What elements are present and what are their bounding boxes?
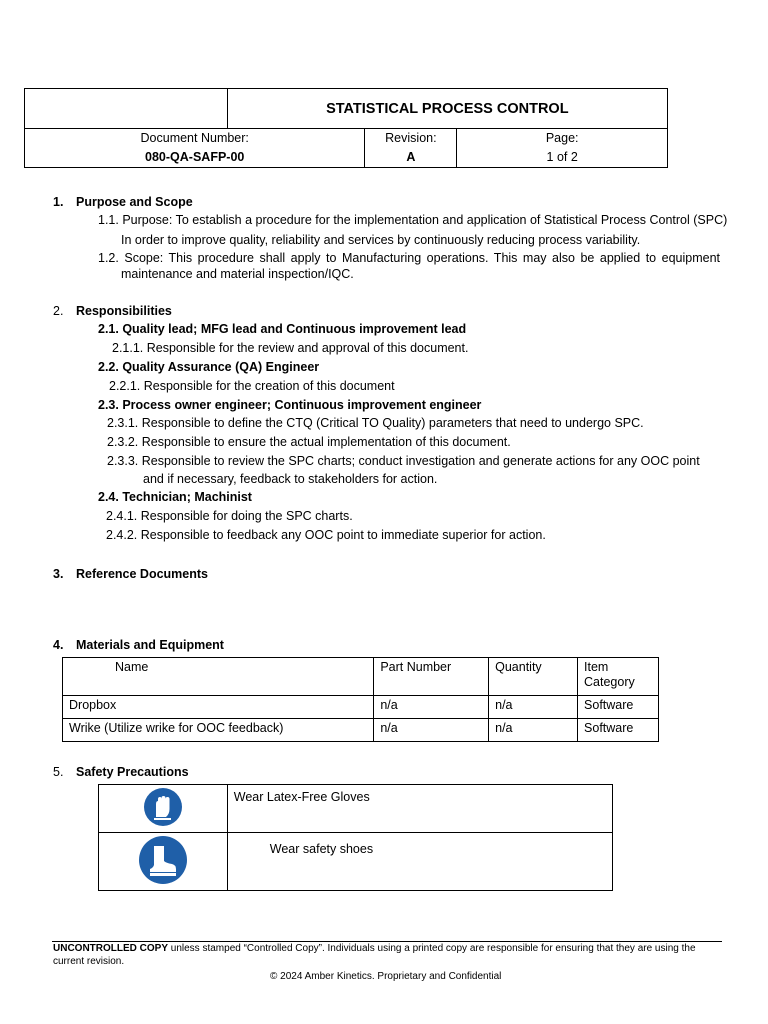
doc-number-cell xyxy=(25,129,365,168)
section-3-number: 3. xyxy=(53,567,64,581)
resp-2-2-heading: 2.2. Quality Assurance (QA) Engineer xyxy=(98,360,320,374)
safety-text-gloves: Wear Latex-Free Gloves xyxy=(227,785,612,833)
materials-header-name: Name xyxy=(63,658,374,696)
section-2-number: 2. xyxy=(53,304,64,318)
resp-2-3-heading: 2.3. Process owner engineer; Continuous improvement engineer xyxy=(98,398,482,412)
material-quantity: n/a xyxy=(489,696,578,719)
material-name: Wrike (Utilize wrike for OOC feedback) xyxy=(63,719,374,742)
material-category: Software xyxy=(578,696,659,719)
revision-label: Revision: xyxy=(385,131,437,145)
table-row xyxy=(99,833,613,891)
section-5-title: Safety Precautions xyxy=(76,765,189,779)
scope-line-2: maintenance and material inspection/IQC. xyxy=(121,267,354,281)
materials-header-row xyxy=(63,658,659,696)
safety-icon-cell xyxy=(99,833,228,891)
section-3-title: Reference Documents xyxy=(76,567,208,581)
safety-table xyxy=(98,784,613,891)
page-label: Page: xyxy=(545,131,579,145)
section-4-number: 4. xyxy=(53,638,64,652)
safety-icon-cell xyxy=(99,785,228,833)
resp-2-1-heading: 2.1. Quality lead; MFG lead and Continuous improvement lead xyxy=(98,322,467,336)
resp-2-4-1: 2.4.1. Responsible for doing the SPC charts. xyxy=(106,509,353,523)
material-category: Software xyxy=(578,719,659,742)
materials-header-part-number: Part Number xyxy=(374,658,489,696)
section-1-number: 1. xyxy=(53,195,64,209)
scope-line-1: 1.2. Scope: This procedure shall apply to Manufacturing operations. This may also be applied to equipment xyxy=(98,251,720,265)
footer-divider xyxy=(52,941,722,942)
resp-2-4-heading: 2.4. Technician; Machinist xyxy=(98,490,252,504)
section-4-title: Materials and Equipment xyxy=(76,638,224,652)
gloves-icon xyxy=(143,787,183,827)
material-quantity: n/a xyxy=(489,719,578,742)
footer-notice-line-1 xyxy=(53,943,696,954)
resp-2-1-1: 2.1.1. Responsible for the review and approval of this document. xyxy=(112,341,469,355)
page-value: 1 of 2 xyxy=(546,150,578,164)
uncontrolled-copy-label: UNCONTROLLED COPY xyxy=(53,943,168,954)
materials-header-item-category: Item Category xyxy=(578,658,659,696)
resp-2-3-3-line-1: 2.3.3. Responsible to review the SPC charts; conduct investigation and generate actions for any OOC point xyxy=(107,454,700,468)
table-row xyxy=(99,785,613,833)
safety-text-shoes: Wear safety shoes xyxy=(227,833,612,891)
page-cell xyxy=(457,129,668,168)
document-header-table xyxy=(24,88,668,168)
resp-2-2-1: 2.2.1. Responsible for the creation of this document xyxy=(109,379,395,393)
resp-2-3-2: 2.3.2. Responsible to ensure the actual implementation of this document. xyxy=(107,435,511,449)
material-name: Dropbox xyxy=(63,696,374,719)
footer-notice-text: unless stamped “Controlled Copy”. Individuals using a printed copy are responsible for ensuring that they are using the xyxy=(168,943,696,954)
resp-2-3-3-line-2: and if necessary, feedback to stakeholders for action. xyxy=(143,472,438,486)
revision-cell xyxy=(365,129,457,168)
revision-value: A xyxy=(406,150,416,164)
resp-2-3-1: 2.3.1. Responsible to define the CTQ (Critical TO Quality) parameters that need to undergo SPC. xyxy=(107,416,644,430)
header-blank-cell xyxy=(25,89,228,129)
material-part-number: n/a xyxy=(374,696,489,719)
table-row xyxy=(63,719,659,742)
table-row xyxy=(63,696,659,719)
purpose-line-2: In order to improve quality, reliability and services by continuously reducing process variability. xyxy=(121,233,641,247)
materials-table xyxy=(62,657,659,742)
doc-number-value: 080-QA-SAFP-00 xyxy=(145,150,245,164)
footer-notice-line-2: current revision. xyxy=(53,956,125,967)
section-5-number: 5. xyxy=(53,765,64,779)
footer-copyright: © 2024 Amber Kinetics. Proprietary and Confidential xyxy=(270,971,502,982)
resp-2-4-2: 2.4.2. Responsible to feedback any OOC point to immediate superior for action. xyxy=(106,528,546,542)
document-title: STATISTICAL PROCESS CONTROL xyxy=(227,89,667,129)
safety-boot-icon xyxy=(138,835,188,885)
section-1-title: Purpose and Scope xyxy=(76,195,193,209)
doc-number-label: Document Number: xyxy=(140,131,249,145)
purpose-line-1: 1.1. Purpose: To establish a procedure for the implementation and application of Statistical Process Control (SPC) xyxy=(98,213,728,227)
material-part-number: n/a xyxy=(374,719,489,742)
section-2-title: Responsibilities xyxy=(76,304,172,318)
materials-header-quantity: Quantity xyxy=(489,658,578,696)
